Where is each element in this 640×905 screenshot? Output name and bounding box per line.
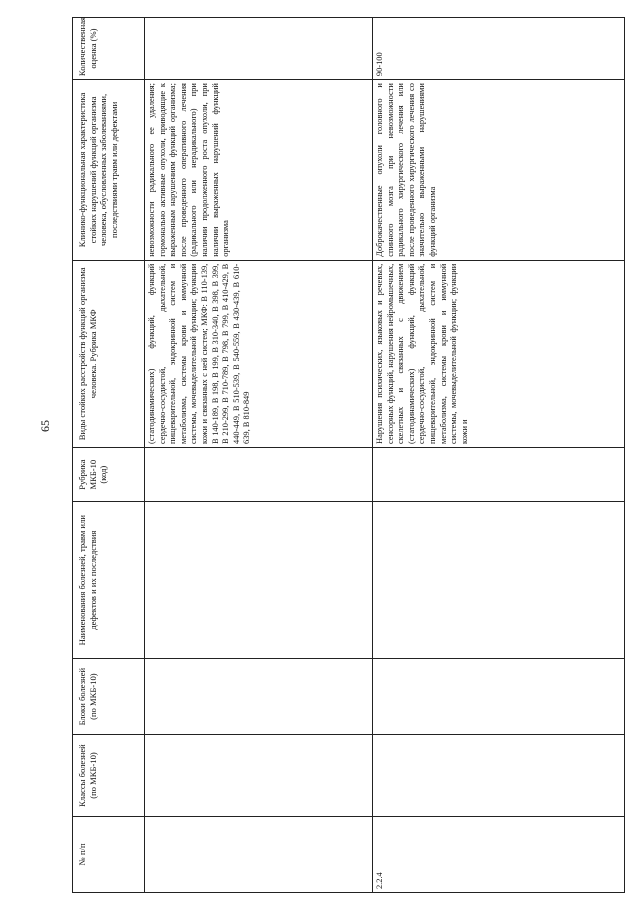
table-header-row xyxy=(73,18,145,893)
disability-criteria-table xyxy=(72,17,625,893)
header-percent: Количественная оценка (%) xyxy=(73,18,145,80)
header-clinical: Клинико-функциональная характеристика стойких нарушений функций организма человека, обусловленных заболеваниями, последствиями травм или дефектами xyxy=(73,80,145,261)
cell-disorders: (статодинамических) функций, функций сердечно-сосудистой, дыхательной, пищеварительной, эндокринной систем и метаболизма, системы крови и иммунной системы, мочевыделительной функции; функции кожи и связанных с ней систем; МКФ: B 110-139, B 140-189, B 198, B 199, B 310-340, B 398, B 399, B 210-299, B 710-789, B 798, B 799, B 410-429, B 440-449, B 510-539, B 540-559, B 430-439, B 610-639, B 810-849 xyxy=(145,260,373,447)
header-classes: Классы болезней (по МКБ-10) xyxy=(73,735,145,817)
cell-percent xyxy=(145,18,373,80)
header-disorders: Виды стойких расстройств функций организма человека. Рубрика МКФ xyxy=(73,260,145,447)
table-row xyxy=(145,18,373,893)
table-row xyxy=(373,18,625,893)
cell-num: 2.2.4 xyxy=(373,816,625,892)
cell-icd-code xyxy=(145,447,373,501)
rotated-table-container xyxy=(72,17,624,893)
cell-disorders: Нарушения психических, языковых и речевых, сенсорных функций, нарушения нейромышечных, скелетных и связанных с движением (статодинамических) функций, функций сердечно-сосудистой, дыхательной, пищеварительной, эндокринной систем и метаболизма, системы крови и иммунной системы, мочевыделительной функции; функции кожи и xyxy=(373,260,625,447)
header-icd-code: Рубрика МКБ-10 (код) xyxy=(73,447,145,501)
header-disease-names: Наименования болезней, травм или дефектов и их последствия xyxy=(73,502,145,659)
page-number: 65 xyxy=(38,420,52,432)
cell-classes xyxy=(145,735,373,817)
cell-num xyxy=(145,816,373,892)
header-num: № п/п xyxy=(73,816,145,892)
cell-icd-code xyxy=(373,447,625,501)
cell-blocks xyxy=(373,659,625,735)
cell-blocks xyxy=(145,659,373,735)
cell-classes xyxy=(373,735,625,817)
cell-clinical: невозможности радикального ее удаления; гормонально активные опухоли, приводящие к выраженным нарушениям функций организма; после проведенного оперативного лечения (радикального или нерадикального) при наличии продолженного роста опухоли, при наличии выраженных нарушений функций организма xyxy=(145,80,373,261)
cell-disease-names xyxy=(373,502,625,659)
cell-percent: 90-100 xyxy=(373,18,625,80)
cell-disease-names xyxy=(145,502,373,659)
cell-clinical: Доброкачественные опухоли головного и спинного мозга при невозможности радикального хирургического лечения или после проведенного хирургического лечения со значительно выраженными нарушениями функций организма xyxy=(373,80,625,261)
header-blocks: Блоки болезней (по МКБ-10) xyxy=(73,659,145,735)
